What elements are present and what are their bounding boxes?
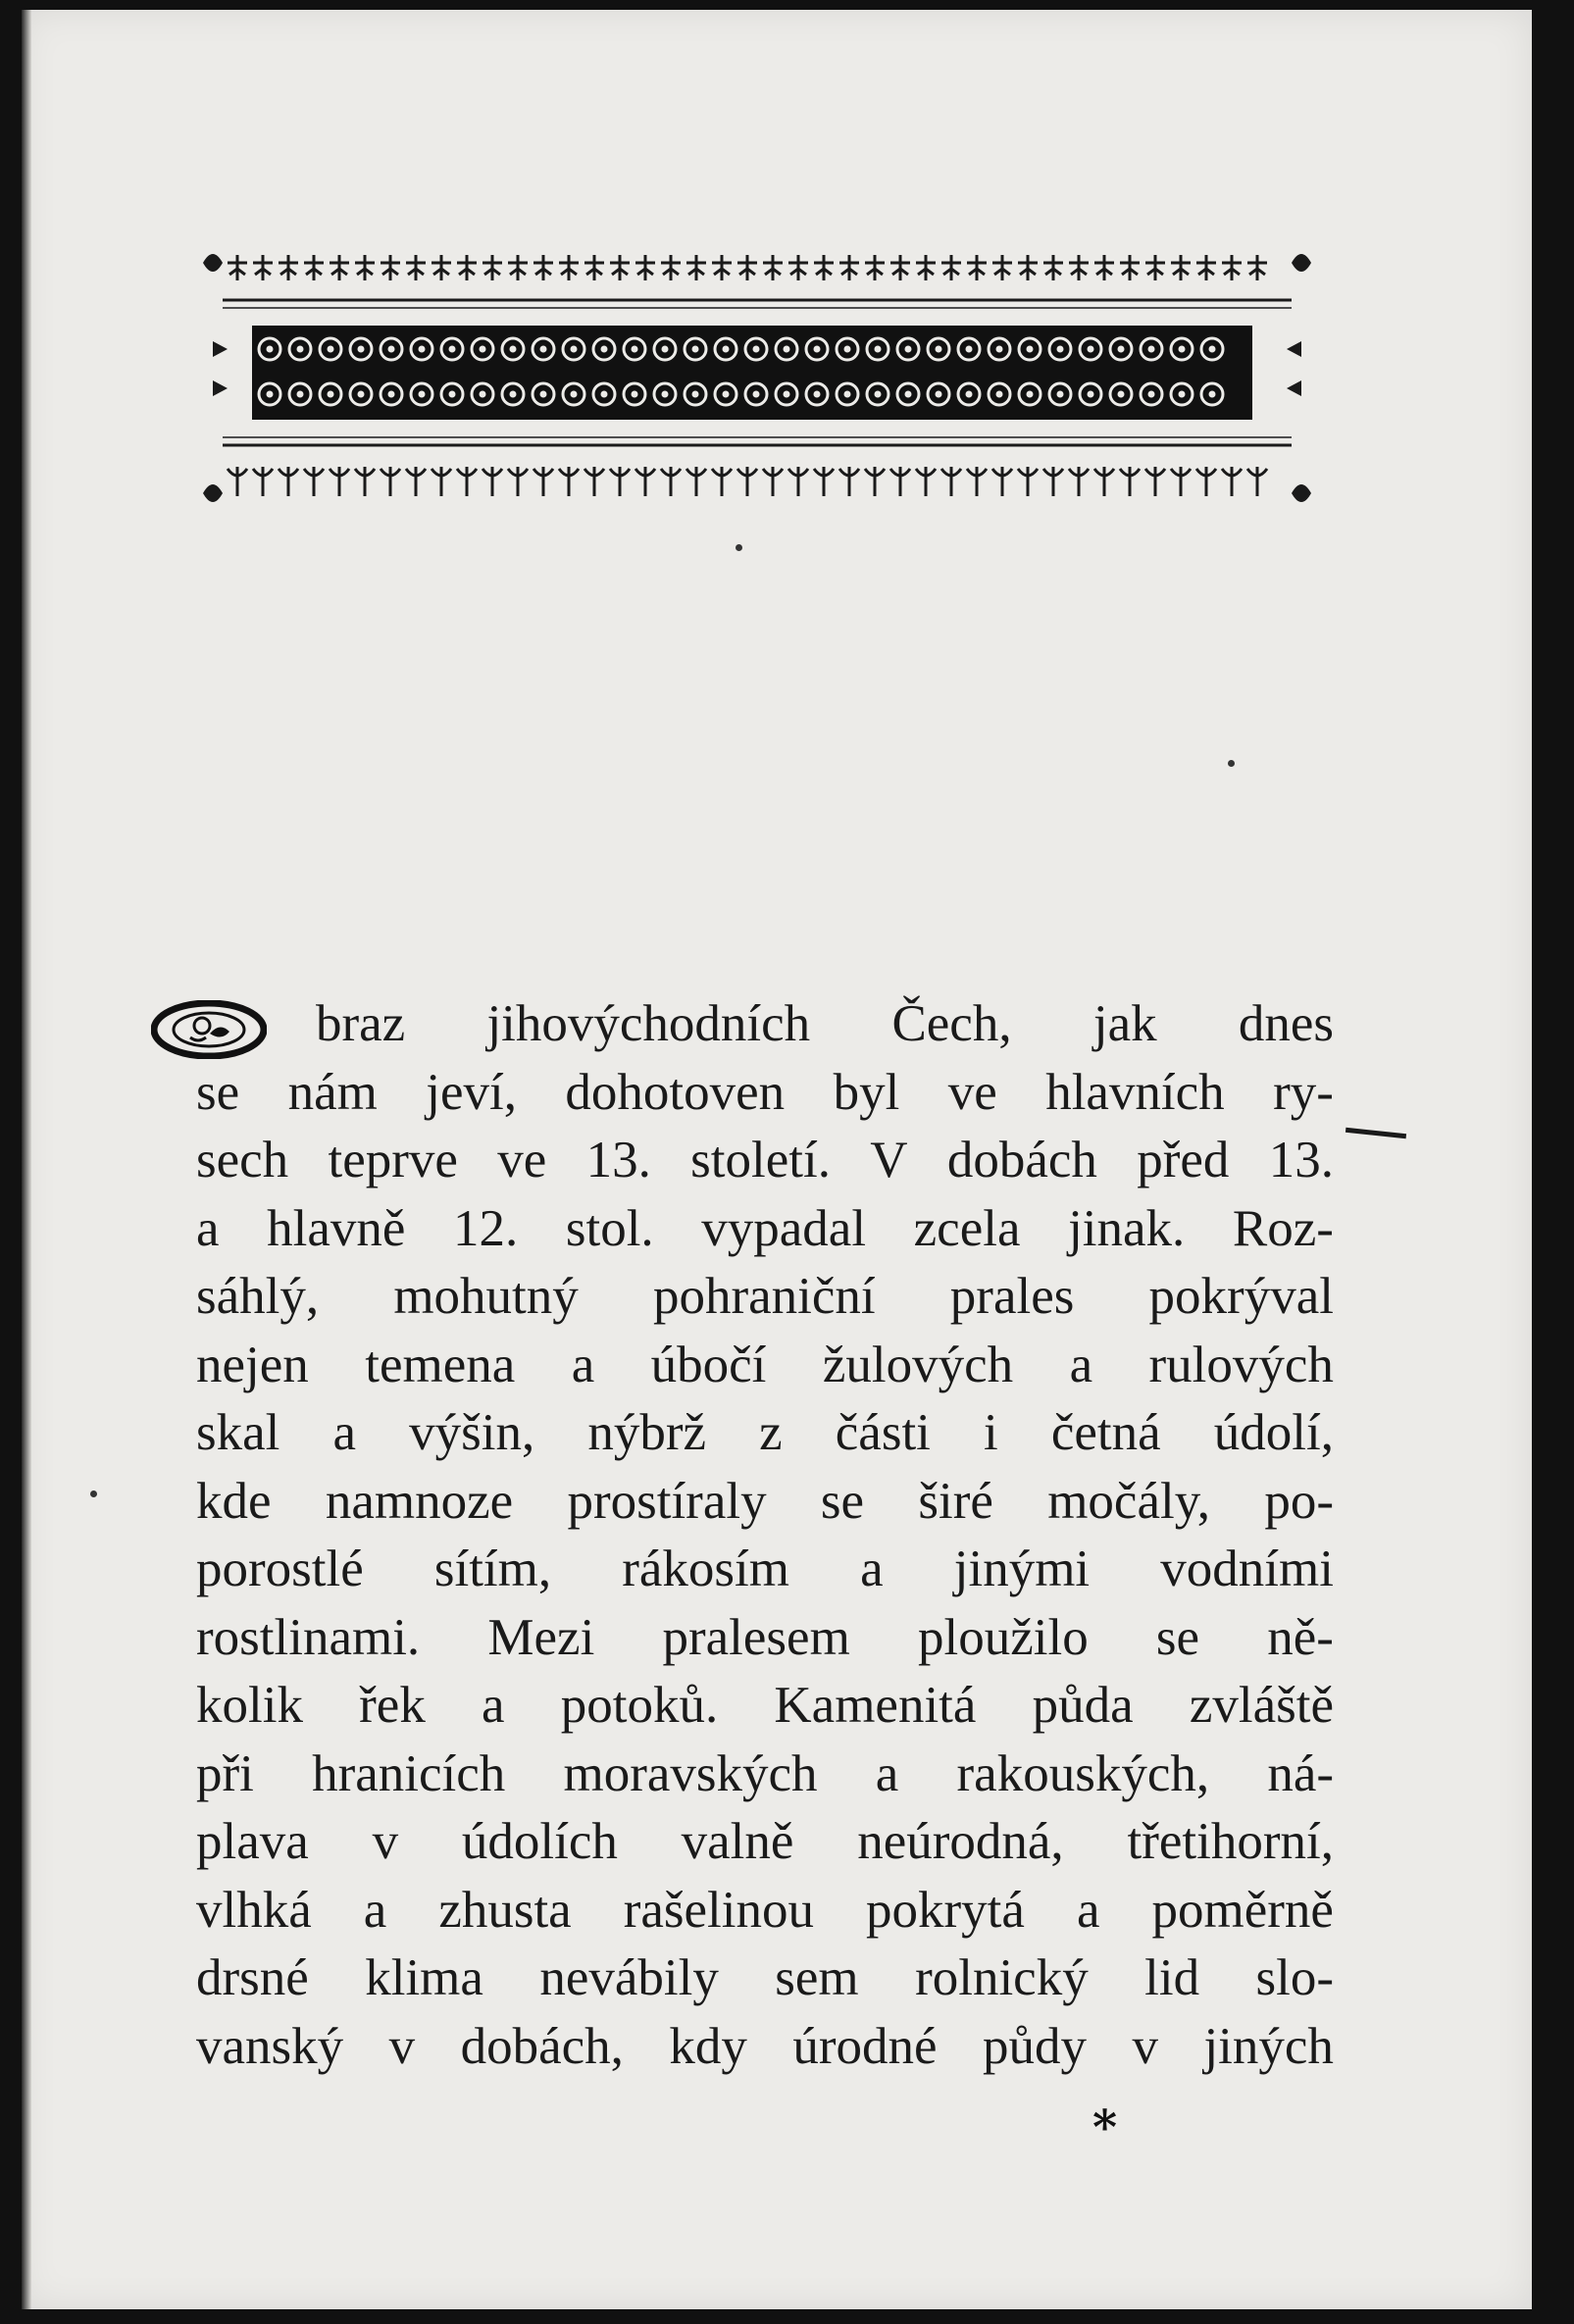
body-text (196, 990, 1334, 2081)
signature-mark: * (1092, 2100, 1118, 2155)
stray-ink-dot (736, 544, 742, 551)
text-line: se nám jeví, dohotoven byl ve hlavních ry- (196, 1063, 1334, 1121)
text-line: při hranicích moravských a rakouských, ná- (196, 1744, 1334, 1802)
text-line: drsné klima nevábily sem rolnický lid slo- (196, 1949, 1334, 2006)
text-line: vanský v dobách, kdy úrodné půdy v jiných (196, 2017, 1334, 2075)
text-line: sáhlý, mohutný pohraniční prales pokrýval (196, 1268, 1334, 1325)
text-line: a hlavně 12. stol. vypadal zcela jinak. Roz- (196, 1199, 1334, 1257)
stray-ink-dot (1228, 760, 1235, 767)
text-line: skal a výšin, nýbrž z části i četná údolí, (196, 1404, 1334, 1461)
text-line: sech teprve ve 13. století. V dobách před 13. (196, 1132, 1334, 1188)
text-line: kolik řek a potoků. Kamenitá půda zvláště (196, 1677, 1334, 1734)
page-spine-shadow (22, 10, 31, 2309)
decorative-header-border (193, 243, 1321, 518)
text-line: braz jihovýchodních Čech, jak dnes (316, 995, 1334, 1052)
text-line: nejen temena a úbočí žulových a rulových (196, 1336, 1334, 1393)
text-line: kde namnoze prostíraly se širé močály, po- (196, 1472, 1334, 1530)
book-page (22, 10, 1532, 2309)
margin-hyphen-mark (1346, 1128, 1406, 1138)
text-line: rostlinami. Mezi pralesem ploužilo se ně- (196, 1608, 1334, 1666)
text-line: plava v údolích valně neúrodná, třetihorní, (196, 1813, 1334, 1870)
text-line: vlhká a zhusta rašelinou pokrytá a poměrně (196, 1881, 1334, 1939)
text-line: porostlé sítím, rákosím a jinými vodními (196, 1541, 1334, 1597)
stray-ink-dot (90, 1490, 97, 1497)
